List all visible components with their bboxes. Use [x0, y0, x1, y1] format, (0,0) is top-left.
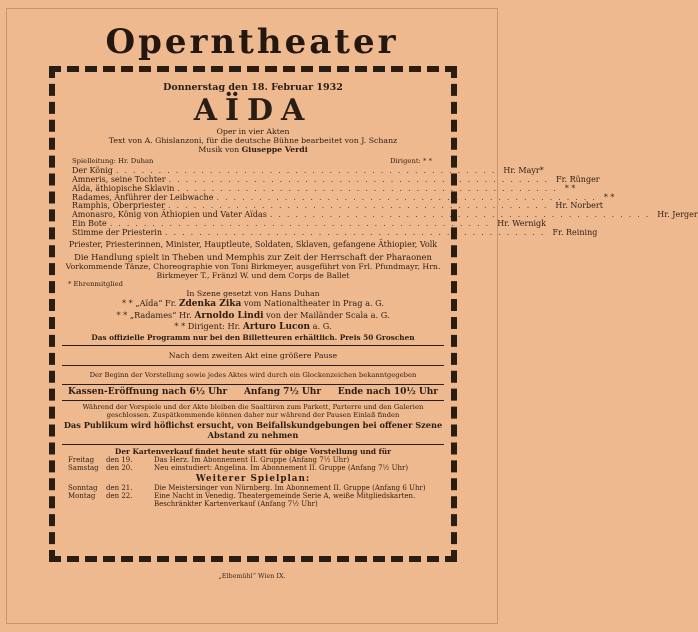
box-office-opening: Kassen-Eröffnung nach 6½ Uhr — [68, 386, 228, 397]
cast-row: Amneris, seine Tochter ............................................. Fr. Rünger — [72, 174, 600, 184]
singer-name: Hr. Jerger — [657, 210, 698, 220]
masthead-title: Operntheater — [105, 22, 399, 62]
ticket-sale-note: Der Kartenverkauf findet heute statt für obige Vorstellung und für — [114, 447, 392, 457]
conductor — [390, 157, 432, 167]
performance-date: Donnerstag den 18. Februar 1932 — [163, 82, 343, 93]
guest-radames: * * „Radames“ Hr. Arnoldo Lindi von der Mailänder Scala a. G. — [116, 309, 390, 321]
cast-list — [62, 166, 698, 237]
singer-name: Hr. Wernigk — [497, 218, 547, 228]
singer-name: Fr. Rünger — [556, 174, 600, 184]
cast-row: Ramphis, Oberpriester ............................................. Hr. Norbert — [72, 201, 603, 211]
further-schedule-heading: Weiterer Spielplan: — [195, 473, 311, 484]
conductor-value: * * — [423, 156, 432, 165]
staging-credit: In Szene gesetzt von Hans Duhan — [186, 289, 320, 299]
music-prefix: Musik von — [198, 144, 240, 154]
cast-row: Der König ............................................. Hr. Mayr* — [72, 166, 544, 176]
divider — [62, 384, 444, 385]
programme-note: Das offizielle Programm nur bei den Billetteuren erhältlich. Preis 50 Groschen — [91, 332, 415, 342]
schedule-date: den 19. — [106, 455, 133, 464]
composer-name: Giuseppe Verdi — [241, 144, 308, 154]
applause-appeal: Das Publikum wird höflichst ersucht, von Beifallskundgebungen bei offener Szene Abstand zu nehmen — [63, 420, 443, 440]
role-name: Amonasro, König von Äthiopien und Vater Aïdas — [72, 210, 267, 220]
times-row — [62, 388, 444, 398]
schedule-text: Eine Nacht in Venedig. Theatergemeinde Serie A, weiße Mitgliedskarten. Beschränkter Kartenverkauf (Anfang 7½ Uhr) — [154, 491, 416, 508]
playbill-content — [62, 80, 698, 509]
conductor-label: Dirigent: — [390, 156, 421, 165]
bell-note: Der Beginn der Vorstellung sowie jedes Aktes wird durch ein Glockenzeichen bekanntgegeben — [89, 370, 417, 379]
role-name: Amneris, seine Tochter — [72, 174, 166, 184]
schedule-date: den 22. — [106, 491, 133, 500]
role-name: Radames, Anführer der Leibwache — [72, 192, 214, 202]
role-name: Stimme der Priesterin — [72, 227, 163, 237]
singer-name: * * — [564, 183, 576, 193]
libretto-credit: Text von A. Ghislanzoni, für die deutsche Bühne bearbeitet von J. Schanz — [108, 135, 398, 145]
guest-aida: * * „Aïda“ Fr. Zdenka Zika vom Nationaltheater in Prag a. G. — [121, 298, 385, 310]
guest-conductor: * * Dirigent: Hr. Arturo Lucon a. G. — [174, 320, 332, 332]
role-name: Aïda, äthiopische Sklavin — [72, 183, 175, 193]
music-credit — [62, 145, 444, 154]
honorary-member-note: * Ehrenmitglied — [68, 280, 123, 289]
schedule-day: Freitag — [68, 455, 95, 464]
further-schedule-list — [62, 485, 444, 508]
schedule-text: Das Herz. Im Abonnement II. Gruppe (Anfang 7½ Uhr) — [154, 455, 350, 464]
direction-row — [62, 157, 444, 167]
singer-name: Hr. Norbert — [555, 201, 603, 211]
schedule-date: den 21. — [106, 484, 133, 493]
schedule-date: den 20. — [106, 463, 133, 472]
end-time: Ende nach 10½ Uhr — [337, 386, 438, 397]
divider — [62, 444, 444, 445]
cast-row: Ein Bote ............................................. Hr. Wernigk — [72, 218, 547, 228]
schedule-day: Montag — [68, 491, 96, 500]
cast-row: Amonasro, König von Äthiopien und Vater Aïdas ............................................. Hr. Jerger — [72, 210, 698, 220]
divider — [62, 345, 444, 346]
start-time: Anfang 7½ Uhr — [243, 386, 322, 397]
divider — [62, 400, 444, 401]
dance-credit: Vorkommende Tänze, Choreographie von Toni Birkmeyer, ausgeführt von Frl. Pfundmayr, Hrn. Birkmeyer T., Fränzl W. und dem Corps de Ballet — [65, 262, 441, 281]
schedule-day: Sonntag — [68, 484, 98, 493]
singer-name: Fr. Reining — [552, 227, 598, 237]
opera-subtitle: Oper in vier Akten — [216, 126, 290, 136]
setting-note: Die Handlung spielt in Theben und Memphis zur Zeit der Herrschaft der Pharaonen — [74, 251, 432, 262]
intermission-note: Nach dem zweiten Akt eine größere Pause — [168, 350, 338, 360]
schedule-list — [62, 457, 444, 473]
stage-director: Spielleitung: Hr. Duhan — [72, 156, 154, 165]
latecomer-note: Während der Vorspiele und der Akte bleiben die Saaltüren zum Parkett, Parterre und den Galerien geschlossen. Zuspätkommende können daher nur während der Pausen Einlaß finden — [82, 403, 424, 420]
role-name: Ramphis, Oberpriester — [72, 201, 165, 211]
schedule-day: Samstag — [68, 463, 99, 472]
cast-row: Radames, Anführer der Leibwache ............................................. * * — [72, 192, 615, 202]
schedule-text: Die Meistersinger von Nürnberg. Im Abonnement II. Gruppe (Anfang 6 Uhr) — [154, 484, 426, 493]
cast-row: Aïda, äthiopische Sklavin ............................................. * * — [72, 183, 576, 193]
cast-row: Stimme der Priesterin ............................................. Fr. Reining — [72, 227, 598, 237]
divider — [62, 365, 444, 366]
opera-title: AÏDA — [193, 92, 313, 128]
singer-name: Hr. Mayr* — [503, 166, 544, 176]
guest-name: Zdenka Zika — [178, 299, 242, 310]
role-name: Der König — [72, 166, 113, 176]
printer-credit: „Elbemühl“ Wien IX. — [218, 572, 286, 580]
role-name: Ein Bote — [72, 218, 107, 228]
chorus-list: Priester, Priesterinnen, Minister, Hauptleute, Soldaten, Sklaven, gefangene Äthiopier, Volk — [68, 239, 438, 249]
guest-name: Arturo Lucon — [242, 321, 311, 332]
singer-name: * * — [603, 192, 615, 202]
schedule-text: Neu einstudiert: Angelina. Im Abonnement II. Gruppe (Anfang 7½ Uhr) — [154, 463, 409, 472]
guest-name: Arnoldo Lindi — [194, 310, 264, 321]
